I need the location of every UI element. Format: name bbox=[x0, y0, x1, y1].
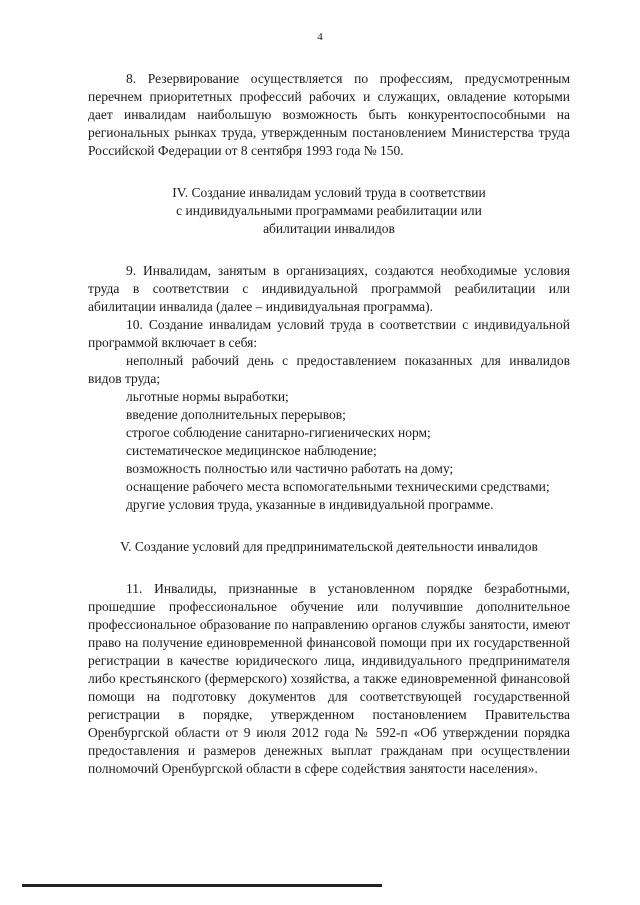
spacer bbox=[88, 556, 570, 580]
list-item: введение дополнительных перерывов; bbox=[126, 407, 346, 422]
list-item: строгое соблюдение санитарно-гигиенических норм; bbox=[126, 425, 431, 440]
paragraph-10: 10. Создание инвалидам условий труда в соответствии с индивидуальной программой включает в себя: bbox=[88, 317, 570, 350]
section-iv-heading-line2: с индивидуальными программами реабилитации или bbox=[176, 203, 482, 218]
paragraph-9: 9. Инвалидам, занятым в организациях, создаются необходимые условия труда в соответствии с индивидуальной программой реабилитации или абилитации инвалида (далее – индивидуальная программа). bbox=[88, 263, 570, 314]
list-item: возможность полностью или частично работать на дому; bbox=[126, 461, 454, 476]
spacer bbox=[88, 160, 570, 184]
list-item: льготные нормы выработки; bbox=[126, 389, 289, 404]
footer-rule bbox=[22, 884, 382, 887]
list-item: неполный рабочий день с предоставлением показанных для инвалидов видов труда; bbox=[88, 353, 570, 386]
spacer bbox=[88, 514, 570, 538]
list-item: систематическое медицинское наблюдение; bbox=[126, 443, 377, 458]
page-number: 4 bbox=[317, 31, 323, 43]
page-body bbox=[88, 70, 570, 778]
paragraph-11: 11. Инвалиды, признанные в установленном порядке безработными, прошедшие профессиональное обучение или получившие дополнительное профессиональное образование по направлению органов службы занятости, имеют право на получение единовременной финансовой помощи при их государственной регистрации в качестве юридического лица, индивидуального предпринимателя либо крестьянского (фермерского) хозяйства, а также единовременной финансовой помощи на подготовку документов для соответствующей государственной регистрации в порядке, утвержденном постановлением Правительства Оренбургской области от 9 июля 2012 года № 592-п «Об утверждении порядка предоставления и размеров денежных выплат гражданам при осуществлении полномочий Оренбургской области в сфере содействия занятости населения». bbox=[88, 581, 570, 776]
section-iv-heading-line1: IV. Создание инвалидам условий труда в соответствии bbox=[172, 185, 486, 200]
paragraph-8: 8. Резервирование осуществляется по профессиям, предусмотренным перечнем приоритетных профессий рабочих и служащих, овладение которыми дает инвалидам наибольшую возможность быть конкурентоспособными на региональных рынках труда, утвержденным постановлением Министерства труда Российской Федерации от 8 сентября 1993 года № 150. bbox=[88, 71, 570, 158]
spacer bbox=[88, 238, 570, 262]
section-v-heading: V. Создание условий для предпринимательской деятельности инвалидов bbox=[120, 539, 538, 554]
list-item: другие условия труда, указанные в индивидуальной программе. bbox=[126, 497, 494, 512]
section-iv-heading-line3: абилитации инвалидов bbox=[263, 221, 395, 236]
list-item: оснащение рабочего места вспомогательными техническими средствами; bbox=[126, 479, 550, 494]
